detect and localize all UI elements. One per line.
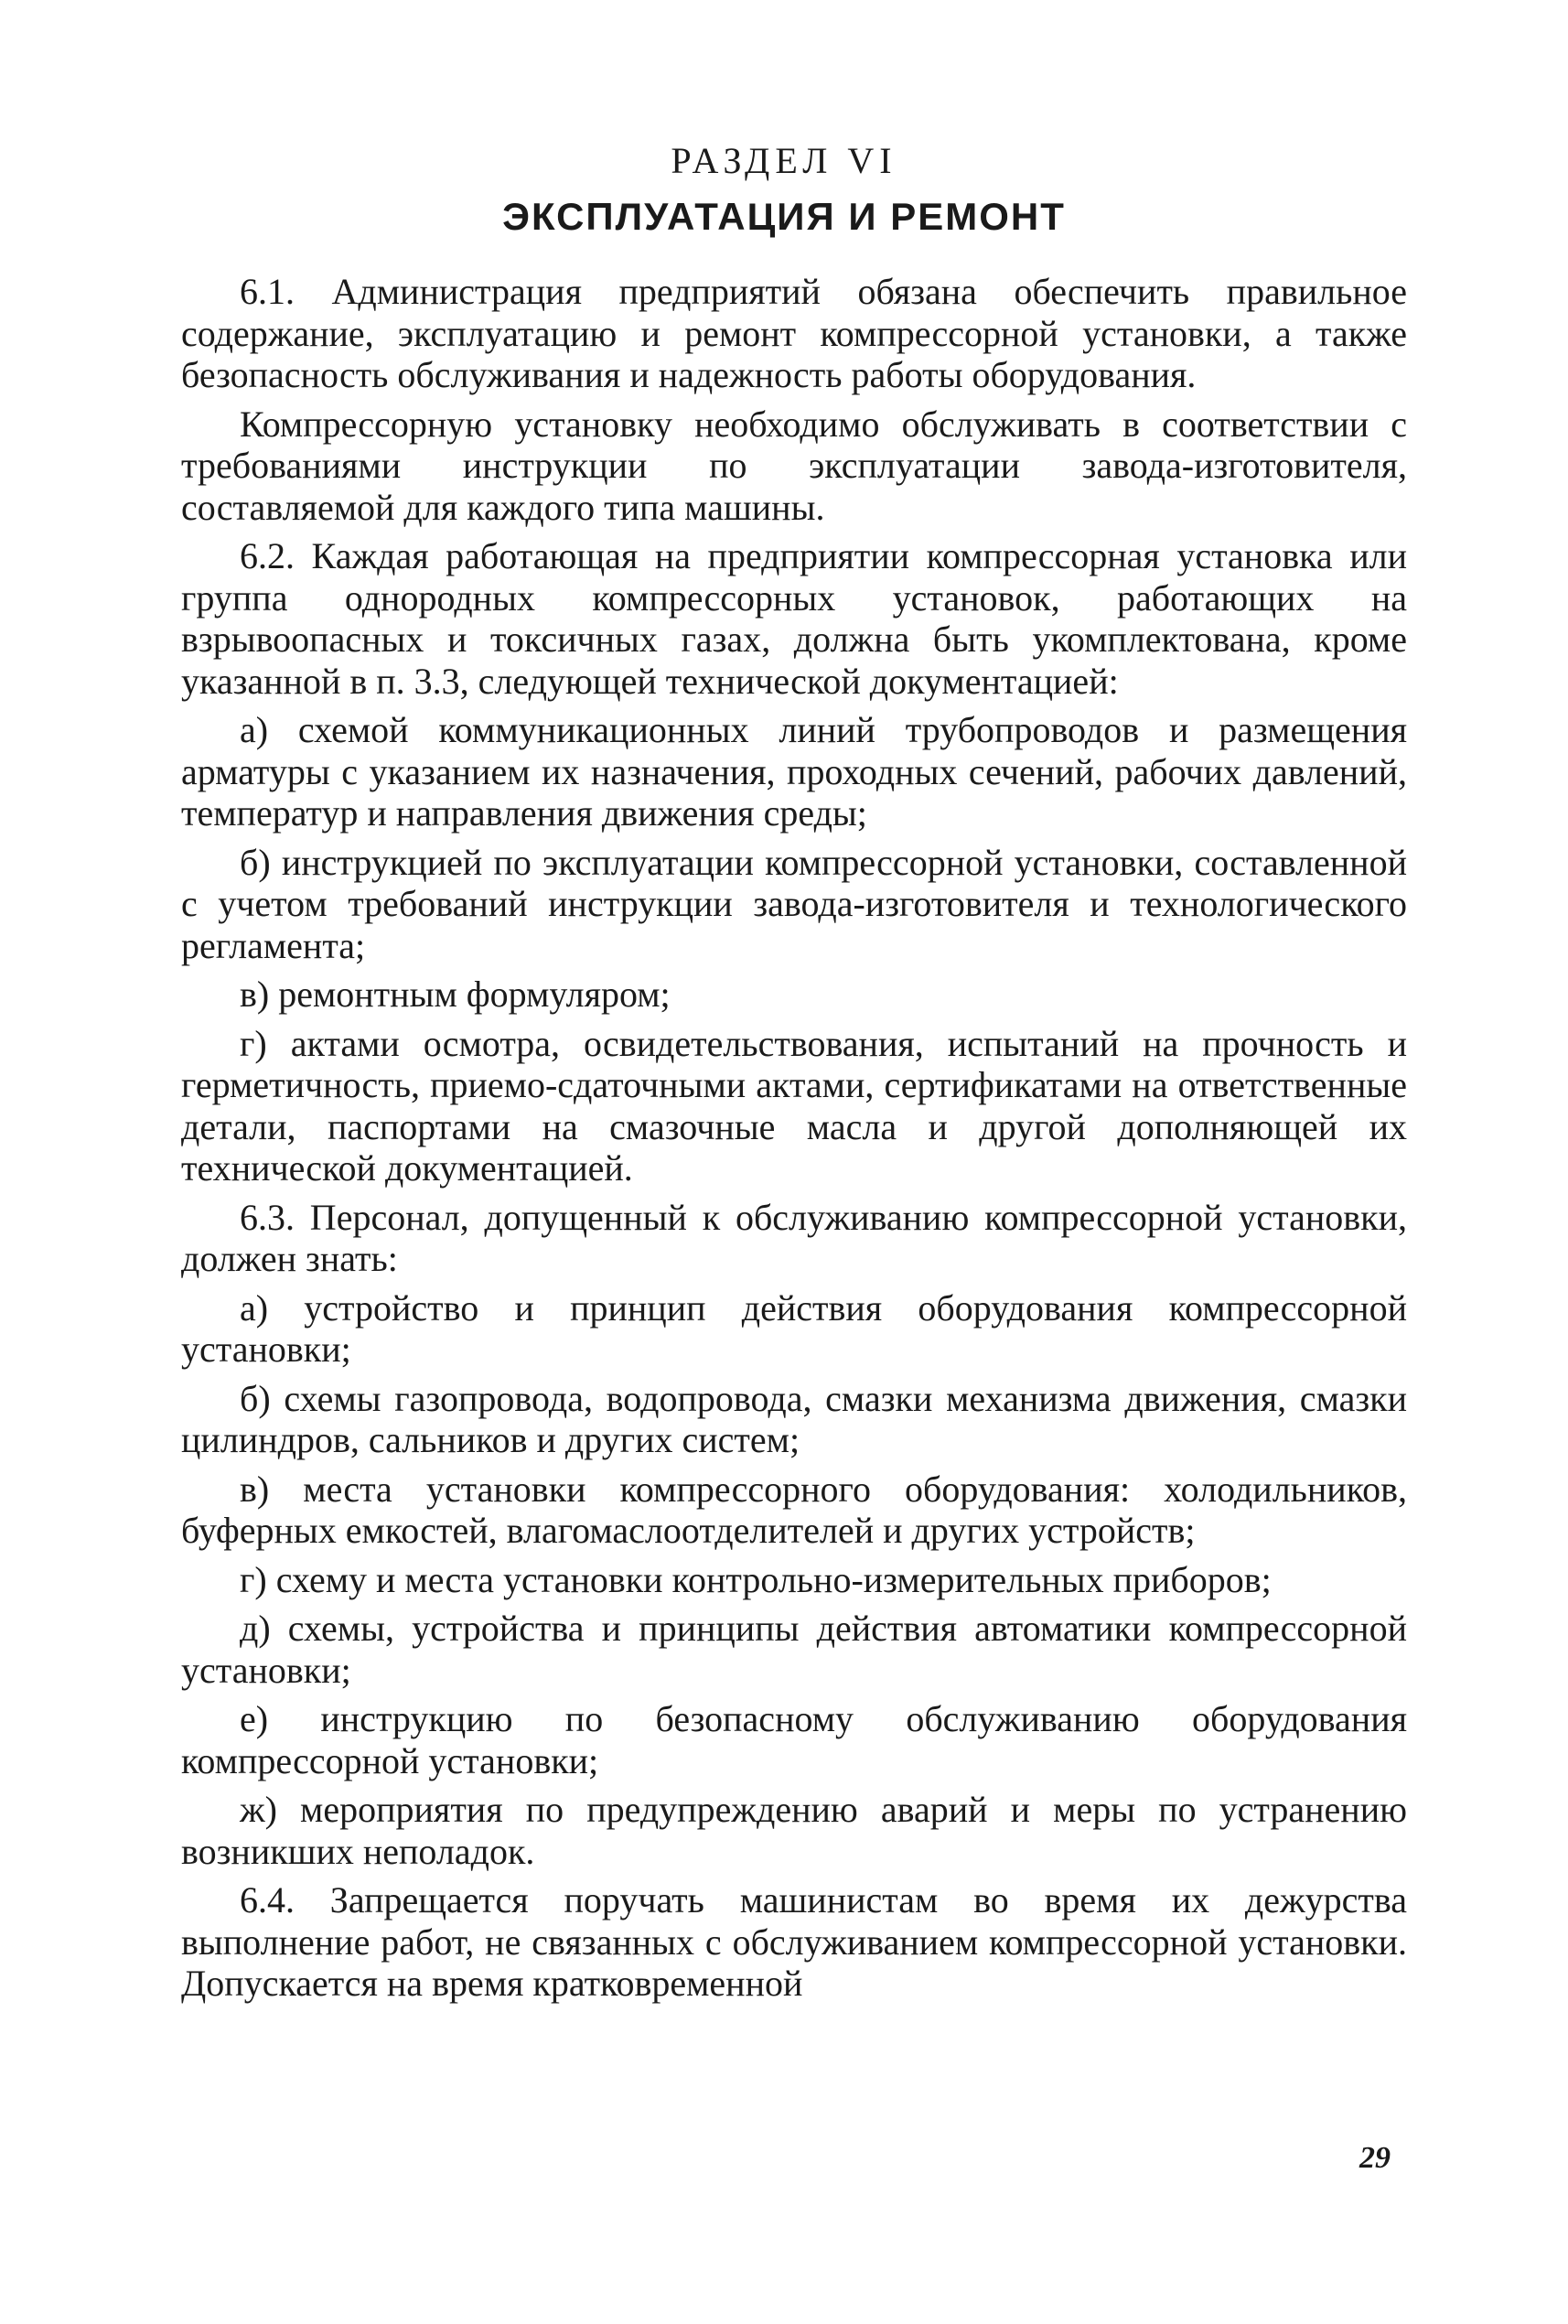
paragraph-6-1: 6.1. Администрация предприятий обязана обеспечить правильное содержание, эксплуатацию и ремонт компрессорной установки, а также безопасность обслуживания и надежность работы оборудования. bbox=[181, 271, 1407, 395]
body-text bbox=[181, 271, 1407, 2012]
list-item-6-2-v: в) ремонтным формуляром; bbox=[240, 974, 671, 1015]
list-item-6-2-b: б) инструкцией по эксплуатации компрессорной установки, составленной с учетом требований инструкции завода-изготовителя и технологического регламента; bbox=[181, 841, 1407, 966]
paragraph-6-4: 6.4. Запрещается поручать машинистам во время их дежурства выполнение работ, не связанных с обслуживанием компрессорной установки. Допускается на время кратковременной bbox=[181, 1879, 1407, 2004]
list-item-6-3-e: е) инструкцию по безопасному обслуживанию оборудования компрессорной установки; bbox=[181, 1698, 1407, 1781]
paragraph-6-1-cont: Компрессорную установку необходимо обслуживать в соответствии с требованиями инструкции по эксплуатации завода-изготовителя, составляемой для каждого типа машины. bbox=[181, 403, 1407, 528]
list-item-6-3-zh: ж) мероприятия по предупреждению аварий и меры по устранению возникших неполадок. bbox=[181, 1789, 1407, 1872]
list-item-6-2-g: г) актами осмотра, освидетельствования, испытаний на прочность и герметичность, приемо-сдаточными актами, сертификатами на ответственные детали, паспортами на смазочные масла и другой дополняющей их технической документацией. bbox=[181, 1022, 1407, 1189]
section-title: ЭКСПЛУАТАЦИЯ И РЕМОНТ bbox=[502, 195, 1066, 238]
list-item-6-3-g: г) схему и места установки контрольно-измерительных приборов; bbox=[240, 1558, 1272, 1600]
list-item-6-3-b: б) схемы газопровода, водопровода, смазки механизма движения, смазки цилиндров, сальников и других систем; bbox=[181, 1377, 1407, 1460]
list-item-6-2-a: а) схемой коммуникационных линий трубопроводов и размещения арматуры с указанием их назначения, проходных сечений, рабочих давлений, температур и направления движения среды; bbox=[181, 709, 1407, 834]
list-item-6-3-d: д) схемы, устройства и принципы действия автоматики компрессорной установки; bbox=[181, 1608, 1407, 1691]
list-item-6-3-v: в) места установки компрессорного оборудования: холодильников, буферных емкостей, влагомаслоотделителей и других устройств; bbox=[181, 1468, 1407, 1551]
section-label: РАЗДЕЛ VI bbox=[671, 140, 897, 181]
page-number: 29 bbox=[1359, 2141, 1391, 2175]
paragraph-6-3: 6.3. Персонал, допущенный к обслуживанию компрессорной установки, должен знать: bbox=[181, 1196, 1407, 1279]
list-item-6-3-a: а) устройство и принцип действия оборудования компрессорной установки; bbox=[181, 1286, 1407, 1370]
paragraph-6-2: 6.2. Каждая работающая на предприятии компрессорная установка или группа однородных компрессорных установок, работающих на взрывоопасных и токсичных газах, должна быть укомплектована, кроме указанной в п. 3.3, следующей технической документацией: bbox=[181, 535, 1407, 702]
